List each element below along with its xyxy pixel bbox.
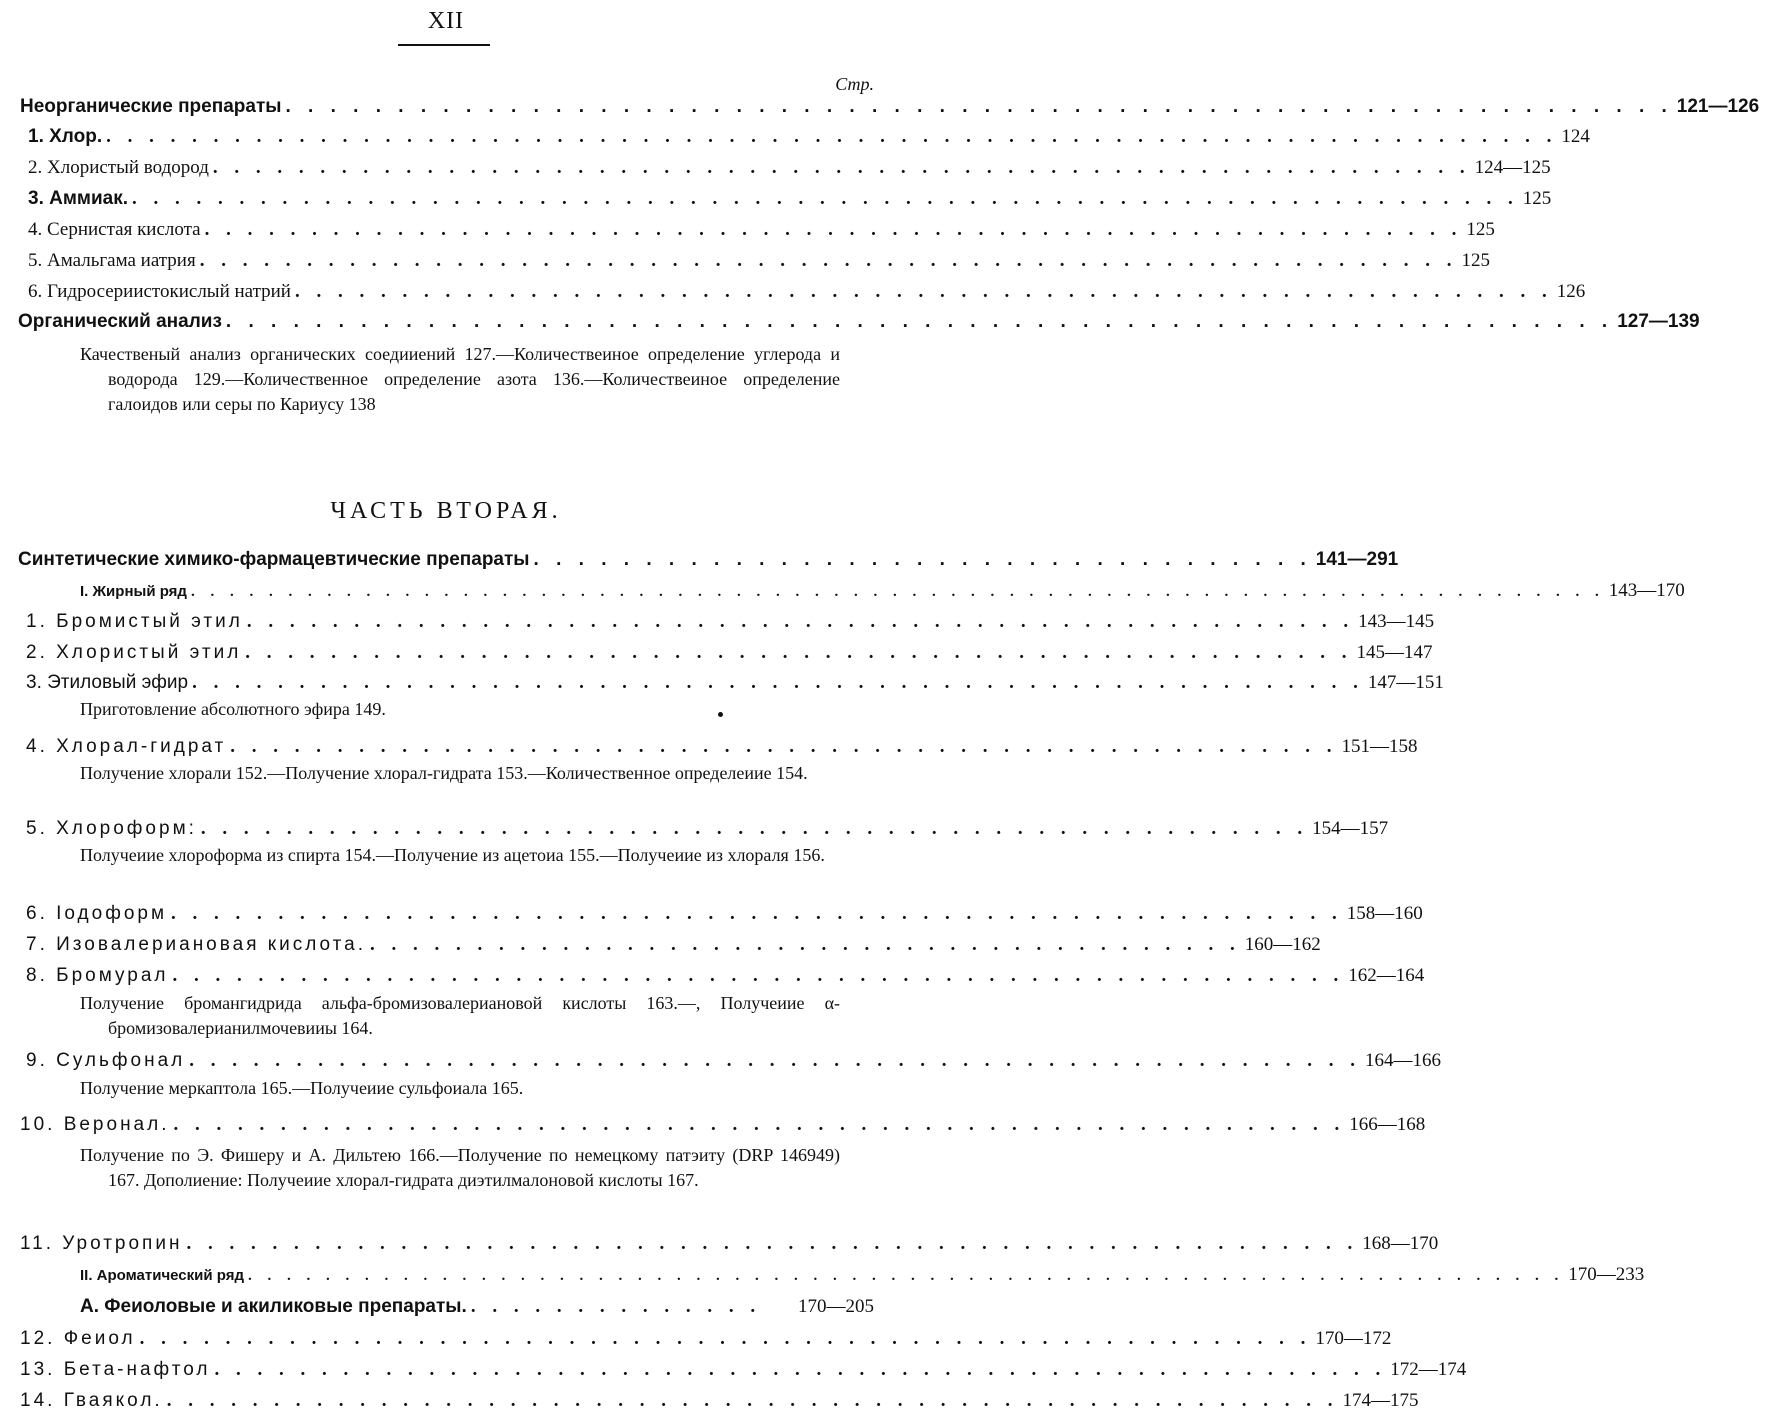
dot-leader: . . . . . . . . . . . . . . . . . . . . . . . . . . . . . . . . . . . . . . . . . . . . . . . . . . . . . . .	[139, 1328, 1312, 1349]
toc-entry-pages: 147—151	[1367, 672, 1444, 693]
toc-entry-title: 14. Гваякол.	[20, 1390, 163, 1411]
dot-leader: . . . . . . . . . . . . . . . . . . . . . . . . . . . . . . . . . . . . . . . . . . . . . . . . . . . .	[200, 818, 1309, 839]
toc-entry-section	[0, 311, 1700, 337]
toc-entry-subsection	[0, 1264, 1645, 1290]
dot-leader: . . . . . . . . . . . . . . . . . . . . . . . . . . . . . . . . . . .	[533, 549, 1312, 570]
toc-entry-title: Органический анализ	[18, 311, 222, 332]
toc-entry-pages: 127—139	[1617, 311, 1700, 332]
toc-entry-pages: 174—175	[1342, 1390, 1419, 1411]
toc-entry-title: Синтетические химико-фармацевтические препараты	[18, 549, 530, 570]
toc-entry-description: Получение по Э. Фишеру и А. Дильтею 166.—Получение по немецкому патэиту (DRP 146949) 167. Дополиение: Получеиие хлорал-гидрата диэтилмалоновой кислоты 167.	[80, 1145, 840, 1190]
toc-entry-title: 9. Сульфонал	[26, 1050, 186, 1071]
dot-leader: . . . . . . . . . . . . . . . . . . . . . . . . . . . . . . . . . . . . . . . . . . . . . . . . . . . . . . . . . . . . . . . . . . . .	[106, 126, 1558, 147]
toc-entry-pages: 162—164	[1348, 965, 1425, 986]
toc-entry	[0, 1233, 1439, 1259]
toc-entry-pages: 125	[1461, 250, 1490, 271]
toc-entry-title: 3. Аммиак.	[28, 188, 128, 209]
toc-entry-title: 1. Бромистый этил	[26, 611, 243, 632]
part-heading: ЧАСТЬ ВТОРАЯ.	[330, 498, 562, 524]
toc-entry	[0, 1114, 1426, 1140]
toc-entry	[0, 903, 1423, 929]
toc-entry-pages: 154—157	[1312, 818, 1389, 839]
toc-entry-subsection	[0, 1296, 892, 1322]
toc-entry-pages: 168—170	[1362, 1233, 1439, 1254]
dot-leader: . . . . . . . . . . . . . . . . . . . . . . . . . . . . . . . . . . . . . . . . . . . . . . . . . . . . . . .	[173, 1114, 1346, 1135]
dot-leader: . . . . . . . . . . . . . . . . . . . . . . . . . . . . . . . . . . . . . . . . . . . . . . . . . . . . . . .	[166, 1390, 1339, 1411]
toc-entry	[0, 250, 1490, 276]
toc-entry-pages: 172—174	[1390, 1359, 1467, 1380]
toc-entry-title: 12. Феиол	[20, 1328, 136, 1349]
dot-leader: . . . . . . . . . . . . . . . . . . . . . . . . . . . . . . . . . . . . . . . . . . . . . . . . . . . . . . .	[192, 672, 1364, 693]
toc-entry-pages: 126	[1556, 281, 1586, 302]
toc-entry-title: 4. Сернистая кислота	[28, 219, 201, 240]
toc-entry	[0, 642, 1433, 668]
toc-entry	[0, 126, 1590, 152]
toc-entry-title: 8. Бромурал	[26, 965, 169, 986]
toc-entry-description: Приготовление абсолютного эфира 149.	[80, 699, 386, 719]
toc-entry-title: 2. Хлористый водород	[28, 157, 209, 178]
toc-entry-pages: 141—291	[1315, 549, 1399, 570]
toc-entry-pages: 125	[1522, 188, 1552, 209]
toc-entry-title: 5. Амальгама иатрия	[28, 250, 196, 271]
toc-entry-title: 11. Уротропин	[20, 1233, 183, 1254]
toc-entry-description: Получение бромангидрида альфа-бромизовалериановой кислоты 163.—, Получеиие α-бромизовалерианилмочевииы 164.	[80, 993, 840, 1038]
dot-leader: . . . . . . . . . . . . . . . . . . . . . . . . . . . . . . . . . . . . . . . . . . . . . . . . . . . . . . .	[186, 1233, 1359, 1254]
toc-entry	[0, 1359, 1467, 1385]
toc-entry-pages: 143—145	[1358, 611, 1435, 632]
toc-entry-pages: 160—162	[1244, 934, 1321, 955]
toc-entry-pages: 164—166	[1365, 1050, 1442, 1071]
dot-leader: . . . . . . . . . . . . . . . . . . . . . . . . . . . . . . . . . . . . . . . . . . . . . . . . . . . . . . . . . . . . . . . . .	[132, 188, 1519, 209]
page-number: XII	[427, 8, 465, 34]
toc-entry	[0, 219, 1495, 245]
toc-entry-section	[0, 96, 1760, 122]
toc-entry-title: 7. Изовалериановая кислота.	[26, 934, 366, 955]
toc-entry-pages: 125	[1466, 219, 1495, 240]
dot-leader: . . . . . . . . . . . . . . . . . . . . . . . . . . . . . . . . . . . . . . . . . . . . . . . . . . . . . . .	[189, 1050, 1362, 1071]
toc-entry	[0, 934, 1321, 960]
toc-entry-title: Неорганические препараты	[20, 96, 282, 117]
dot-leader: . . . . . . . . . . . . . . . . . . . . . . . . . . . . . . . . . . . . . . . . . . . . . . . . . . . . . . . . . . . . . .	[225, 311, 1614, 332]
toc-entry-title: 5. Хлороформ:	[26, 818, 197, 839]
toc-entry	[0, 611, 1435, 637]
dot-leader: . . . . . . . . . . . . . . . . . . . . . . . . . . . . . . . . . . . . . . . . . . . . . . . . . . . . . . . . . . .	[204, 219, 1463, 240]
toc-entry	[0, 1328, 1392, 1354]
toc-entry-description: Получение хлорали 152.—Получение хлорал-гидрата 153.—Количественное определеиие 154.	[80, 763, 808, 783]
toc-entry-pages: 170—172	[1315, 1328, 1392, 1349]
toc-entry-pages: 145—147	[1356, 642, 1433, 663]
toc-entry-title: 4. Хлорал-гидрат	[26, 736, 227, 757]
dot-leader: . . . . . . . . . . . . . . . . . . . . . . . . . . . . . . . . . . . . . . . . . . . . . . . . . . . . . . . . . . . . . .	[285, 96, 1673, 117]
toc-entry-pages: 143—170	[1608, 580, 1685, 601]
dot-leader: . . . . . . . . . . . . . . . . . . . . . . . . . . . . . . . . . . . . . . . . . . . . . . . . . . . . . . . . . . . . . . . . . . . . . . . . .	[190, 584, 1605, 600]
toc-entry-title: II. Ароматический ряд	[80, 1267, 244, 1284]
stray-dot	[718, 712, 723, 717]
toc-entry	[0, 672, 1444, 698]
toc-entry	[0, 1390, 1419, 1416]
toc-entry-pages: 170—233	[1568, 1264, 1645, 1285]
pages-column-label: Стр.	[835, 74, 874, 94]
dot-leader: . . . . . . . . . . . . . .	[470, 1296, 762, 1317]
toc-entry-title: 6. Гидросериистокислый натрий	[28, 281, 291, 302]
dot-leader: . . . . . . . . . . . . . . . . . . . . . . . . . . . . . . . . . . . . . . . . . . . . . . . . . . . . . . .	[171, 903, 1343, 924]
toc-entry-pages: 170—205	[798, 1296, 874, 1317]
toc-entry-title: 6. Іодоформ	[26, 903, 168, 924]
toc-entry-section	[0, 549, 1399, 575]
toc-entry-pages: 124	[1561, 126, 1590, 147]
toc-entry-pages: 151—158	[1341, 736, 1418, 757]
toc-entry-title: I. Жирный ряд	[80, 583, 187, 600]
toc-entry	[0, 157, 1551, 183]
dot-leader: . . . . . . . . . . . . . . . . . . . . . . . . . . . . . . . . . . . . . . . . .	[369, 934, 1241, 955]
toc-entry	[0, 1050, 1442, 1076]
toc-entry-description: Качественый анализ органических соедииений 127.—Количествеиное определение углерода и водорода 129.—Количественное определение азота 136.—Количествеиное определение галоидов или серы по Кариусу 138	[80, 344, 840, 414]
dot-leader: . . . . . . . . . . . . . . . . . . . . . . . . . . . . . . . . . . . . . . . . . . . . . . . . . . . . . . . . . . . . . . . . . . . .	[248, 1268, 1565, 1284]
toc-entry-subsection	[0, 580, 1685, 606]
dot-leader: . . . . . . . . . . . . . . . . . . . . . . . . . . . . . . . . . . . . . . . . . . . . . . . . . . . .	[230, 736, 1338, 757]
toc-entry-title: 3. Этиловый эфир	[26, 672, 189, 693]
toc-entry	[0, 965, 1425, 991]
toc-entry-description: Получеиие хлороформа из спирта 154.—Получение из ацетоиа 155.—Получеиие из хлораля 156.	[80, 845, 825, 865]
toc-entry	[0, 736, 1418, 762]
toc-entry	[0, 281, 1586, 307]
dot-leader: . . . . . . . . . . . . . . . . . . . . . . . . . . . . . . . . . . . . . . . . . . . . . . . . . . . .	[246, 611, 1355, 632]
dot-leader: . . . . . . . . . . . . . . . . . . . . . . . . . . . . . . . . . . . . . . . . . . . . . . . . . . . . . . .	[172, 965, 1345, 986]
toc-entry-pages: 121—126	[1676, 96, 1760, 117]
toc-entry	[0, 188, 1552, 214]
dot-leader: . . . . . . . . . . . . . . . . . . . . . . . . . . . . . . . . . . . . . . . . . . . . . . . . . . . . . . . . . . .	[294, 281, 1553, 302]
toc-entry-pages: 158—160	[1346, 903, 1423, 924]
toc-entry-title: А. Феиоловые и акиликовые препараты.	[80, 1296, 467, 1317]
toc-entry	[0, 818, 1389, 844]
toc-entry-pages: 166—168	[1349, 1114, 1426, 1135]
toc-entry-title: 1. Хлор.	[28, 126, 103, 147]
toc-entry-title: 13. Бета-нафтол	[20, 1359, 211, 1380]
toc-entry-title: 2. Хлористый этил	[26, 642, 242, 663]
dot-leader: . . . . . . . . . . . . . . . . . . . . . . . . . . . . . . . . . . . . . . . . . . . . . . . . . . . .	[245, 642, 1353, 663]
dot-leader: . . . . . . . . . . . . . . . . . . . . . . . . . . . . . . . . . . . . . . . . . . . . . . . . . . . . . . . . . . .	[212, 157, 1471, 178]
dot-leader: . . . . . . . . . . . . . . . . . . . . . . . . . . . . . . . . . . . . . . . . . . . . . . . . . . . . . . . . . . .	[199, 250, 1458, 271]
page-number-rule	[398, 44, 490, 46]
dot-leader: . . . . . . . . . . . . . . . . . . . . . . . . . . . . . . . . . . . . . . . . . . . . . . . . . . . . . . .	[214, 1359, 1387, 1380]
toc-entry-title: 10. Веронал.	[20, 1114, 170, 1135]
toc-entry-pages: 124—125	[1474, 157, 1551, 178]
toc-entry-description: Получение меркаптола 165.—Получеиие сульфоиала 165.	[80, 1078, 524, 1098]
